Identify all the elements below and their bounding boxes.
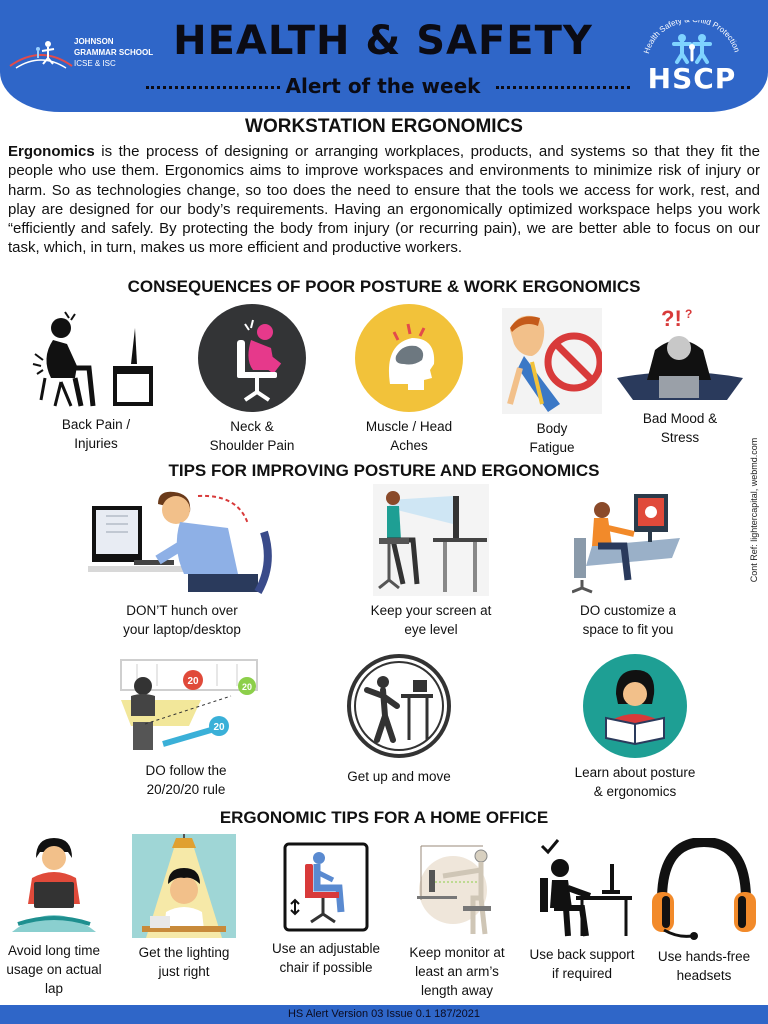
page-title: HEALTH & SAFETY <box>173 18 593 64</box>
back-support-icon <box>532 838 632 940</box>
consequence-mood-stress: ?! ? Bad Mood & Stress <box>612 304 748 447</box>
home-tip-monitor-distance: Keep monitor at least an arm’s length away <box>400 840 514 1000</box>
home-tip-lighting: Get the lighting just right <box>124 834 244 981</box>
svg-text:20: 20 <box>213 722 225 733</box>
monitor-distance-icon <box>417 840 497 938</box>
tip-screen-eye-level: Keep your screen at eye level <box>354 484 508 639</box>
home-tip-headset: Use hands-free headsets <box>640 838 768 985</box>
headset-icon <box>648 838 760 942</box>
school-branding <box>8 36 168 76</box>
school-name: JOHNSON GRAMMAR SCHOOL ICSE & ISC <box>74 37 154 68</box>
headache-icon <box>354 304 464 412</box>
intro-paragraph: Ergonomics is the process of designing or arranging workplaces, products, and systems so that they fit the people who use them. Ergonomics aims to improve workspaces and environments to minimize risk of injury or harm. So as technologies change, so too does the need to ensure that the tools we access for work, rest, and play are designed for our body’s requirements. Having an ergonomically optimized workspace helps you work “efficiently and safely. By protecting the body from injury (or recurring pain), we are better able to focus on our task, which, in turn, makes us more efficient and productive workers. <box>8 143 760 257</box>
tip-learn-posture: Learn about posture & ergonomics <box>560 654 710 801</box>
main-title: WORKSTATION ERGONOMICS <box>245 116 523 137</box>
hscp-logo: Health Safety hild Protection HSCP <box>634 20 750 98</box>
screen-level-icon <box>373 484 489 596</box>
home-office-heading: ERGONOMIC TIPS FOR A HOME OFFICE <box>219 808 549 827</box>
move-icon <box>343 654 455 758</box>
svg-text:20: 20 <box>241 682 253 692</box>
rule-20-20-20-icon <box>111 656 261 756</box>
fatigue-icon <box>502 308 602 414</box>
laptop-on-lap-icon <box>8 834 100 936</box>
svg-text:20: 20 <box>187 676 199 687</box>
svg-text:?!: ?! <box>661 306 682 331</box>
stress-icon <box>615 304 745 404</box>
consequence-muscle-head: Muscle / Head Aches <box>346 304 472 455</box>
consequences-heading: CONSEQUENCES OF POOR POSTURE & WORK ERGONOMICS <box>127 277 641 296</box>
consequence-body-fatigue: Body Fatigue <box>488 308 616 457</box>
content-reference: Cont Ref: lightercapital, webmd.com <box>749 437 759 583</box>
home-tip-back-support: Use back support if required <box>518 838 646 983</box>
page-subtitle: Alert of the week <box>285 74 481 98</box>
home-tip-avoid-lap: Avoid long time usage on actual lap <box>6 834 102 998</box>
footer-version: HS Alert Version 03 Issue 0.1 187/2021 <box>0 1005 768 1024</box>
divider-dots-right <box>496 86 630 93</box>
school-logo-icon <box>8 36 74 72</box>
tip-20-20-20: 20 20 20 DO follow the 20/20/20 rule <box>104 656 268 799</box>
consequence-neck-shoulder: Neck & Shoulder Pain <box>180 304 324 455</box>
tip-customize-space: DO customize a space to fit you <box>552 484 704 639</box>
home-tip-adjustable-chair: Use an adjustable chair if possible <box>264 842 388 977</box>
hunched-user-icon <box>88 484 276 596</box>
hscp-people-icon <box>634 20 750 66</box>
tip-dont-hunch: DON’T hunch over your laptop/desktop <box>88 484 276 639</box>
learning-icon <box>582 654 688 758</box>
svg-text:?: ? <box>685 307 693 321</box>
consequence-back-pain: Back Pain / Injuries <box>22 308 170 453</box>
header-banner <box>0 0 768 112</box>
tips-heading: TIPS FOR IMPROVING POSTURE AND ERGONOMICS <box>168 461 600 480</box>
back-pain-icon <box>31 308 161 410</box>
tip-get-up-move: Get up and move <box>330 654 468 786</box>
svg-text:Health Safety & Child Protecti: Health Safety hild Protection <box>642 20 742 55</box>
workspace-icon <box>572 484 684 596</box>
neck-pain-icon <box>197 304 307 412</box>
adjustable-chair-icon <box>283 842 369 932</box>
lighting-icon <box>132 834 236 938</box>
